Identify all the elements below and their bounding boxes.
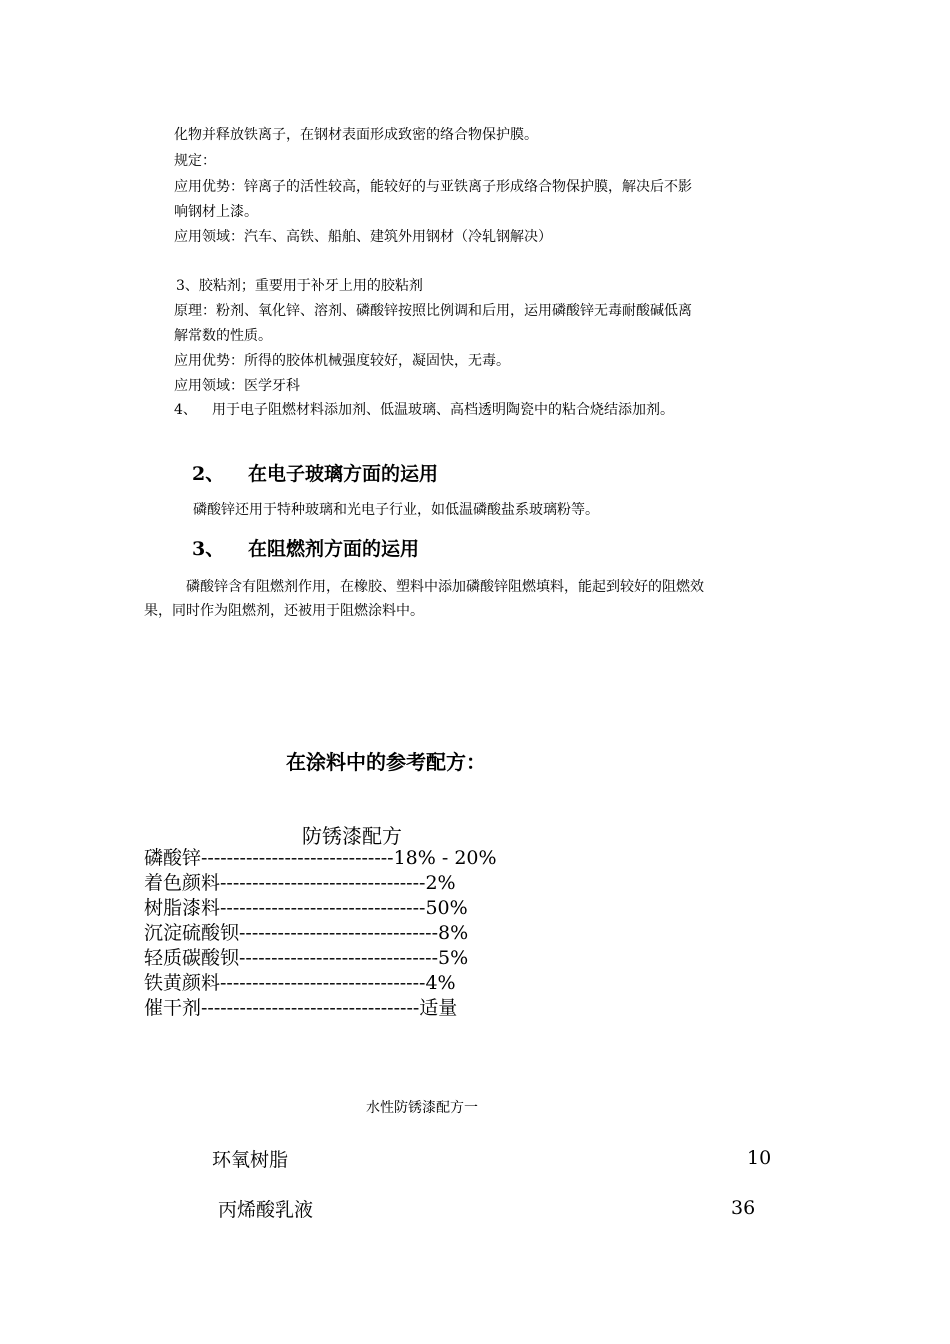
paragraph-line: 应用领域：汽车、高铁、船舶、建筑外用钢材（冷轧钢解决） <box>174 229 552 245</box>
formula-line: 树脂漆料--------------------------------50% <box>144 897 468 919</box>
ingredient-value: 36 <box>731 1197 756 1219</box>
formula-line: 磷酸锌------------------------------18% - 20% <box>144 847 497 869</box>
paragraph-line: 应用优势：所得的胶体机械强度较好，凝固快，无毒。 <box>174 353 510 369</box>
paragraph-line: 规定： <box>174 153 216 169</box>
list-text: 用于电子阻燃材料添加剂、低温玻璃、高档透明陶瓷中的粘合烧结添加剂。 <box>212 402 674 418</box>
formula-line: 催干剂----------------------------------适量 <box>144 997 458 1019</box>
ingredient-value: 10 <box>747 1147 772 1169</box>
section-heading <box>192 459 438 486</box>
ingredient-name: 丙烯酸乳液 <box>218 1199 314 1221</box>
formula-section-title: 在涂料中的参考配方： <box>286 750 486 774</box>
paragraph-line: 磷酸锌还用于特种玻璃和光电子行业，如低温磷酸盐系玻璃粉等。 <box>193 502 599 518</box>
paragraph-line: 磷酸锌含有阻燃剂作用，在橡胶、塑料中添加磷酸锌阻燃填料，能起到较好的阻燃效 <box>186 579 704 595</box>
list-item <box>174 398 674 422</box>
formula-title: 防锈漆配方 <box>302 824 402 848</box>
heading-number: 3、 <box>192 538 225 560</box>
heading-text: 在电子玻璃方面的运用 <box>248 463 439 485</box>
formula-line: 着色颜料--------------------------------2% <box>144 872 456 894</box>
section-subtitle: 3、胶粘剂；重要用于补牙上用的胶粘剂 <box>176 278 423 294</box>
ingredient-name: 环氧树脂 <box>212 1149 289 1171</box>
paragraph-line: 应用领域：医学牙科 <box>174 378 300 394</box>
paragraph-line: 化物并释放铁离子，在钢材表面形成致密的络合物保护膜。 <box>174 127 538 143</box>
paragraph-line: 应用优势：锌离子的活性较高，能较好的与亚铁离子形成络合物保护膜，解决后不影 <box>174 179 692 195</box>
formula-line: 铁黄颜料--------------------------------4% <box>144 972 456 994</box>
section-heading <box>192 534 419 561</box>
formula-line: 轻质碳酸钡-------------------------------5% <box>144 947 469 969</box>
formula-title: 水性防锈漆配方一 <box>366 1100 478 1116</box>
paragraph-line: 解常数的性质。 <box>174 328 272 344</box>
formula-line: 沉淀硫酸钡-------------------------------8% <box>144 922 469 944</box>
paragraph-line: 响钢材上漆。 <box>174 204 258 220</box>
heading-number: 2、 <box>192 463 225 485</box>
heading-text: 在阻燃剂方面的运用 <box>248 538 420 560</box>
paragraph-line: 果，同时作为阻燃剂，还被用于阻燃涂料中。 <box>144 603 424 619</box>
list-number: 4、 <box>174 402 197 418</box>
paragraph-line: 原理：粉剂、氧化锌、溶剂、磷酸锌按照比例调和后用，运用磷酸锌无毒耐酸碱低离 <box>174 303 692 319</box>
